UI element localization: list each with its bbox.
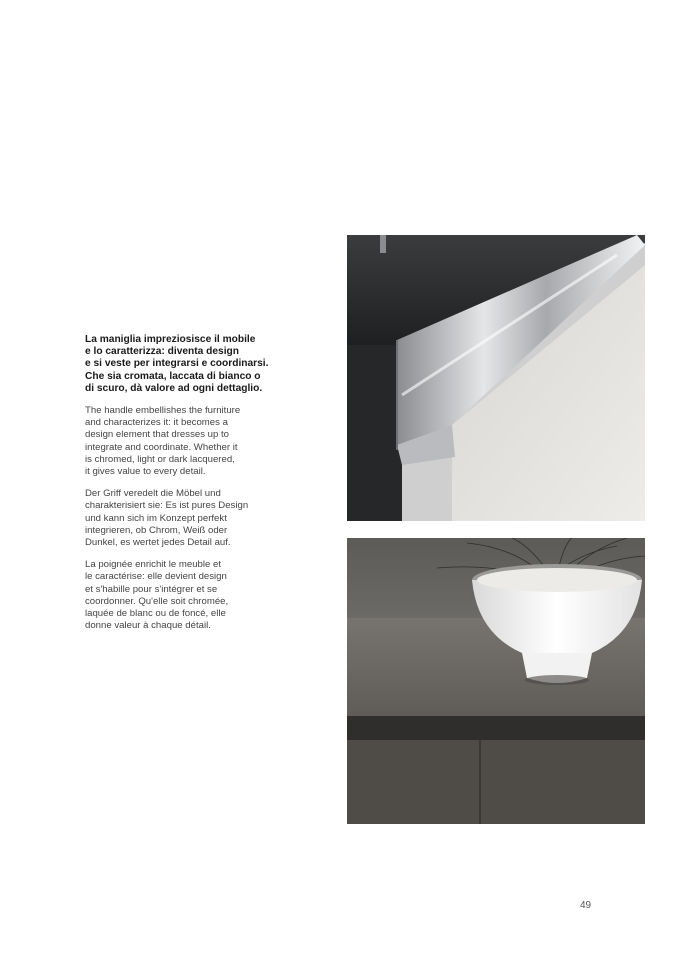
handle-detail-illustration [347, 235, 645, 521]
text-column [85, 334, 290, 642]
handle-detail-photo [347, 235, 645, 521]
lead-paragraph-italian: La maniglia impreziosisce il mobile e lo caratterizza: diventa design e si veste per integrarsi e coordinarsi. Che sia cromata, laccata di bianco o di scuro, dà valore ad ogni dettaglio. [85, 334, 269, 394]
paragraph-english: The handle embellishes the furniture and characterizes it: it becomes a design element that dresses up to integrate and coordinate. Whether it is chromed, light or dark lacquered, it gives value to every detail. [85, 405, 241, 478]
paragraph-german: Der Griff veredelt die Möbel und charakterisiert sie: Es ist pures Design und kann sich im Konzept perfekt integrieren, ob Chrom, Weiß oder Dunkel, es wertet jedes Detail auf. [85, 488, 249, 549]
paragraph-french: La poignée enrichit le meuble et le caractérise: elle devient design et s'habille pour s'intégrer et se coordonner. Qu'elle soit chromée, laquée de blanc ou de foncé, elle donne valeur à chaque détail. [85, 559, 229, 632]
bowl-cabinet-photo [347, 538, 645, 824]
page-number: 49 [580, 900, 592, 911]
bowl-cabinet-illustration [347, 538, 645, 824]
